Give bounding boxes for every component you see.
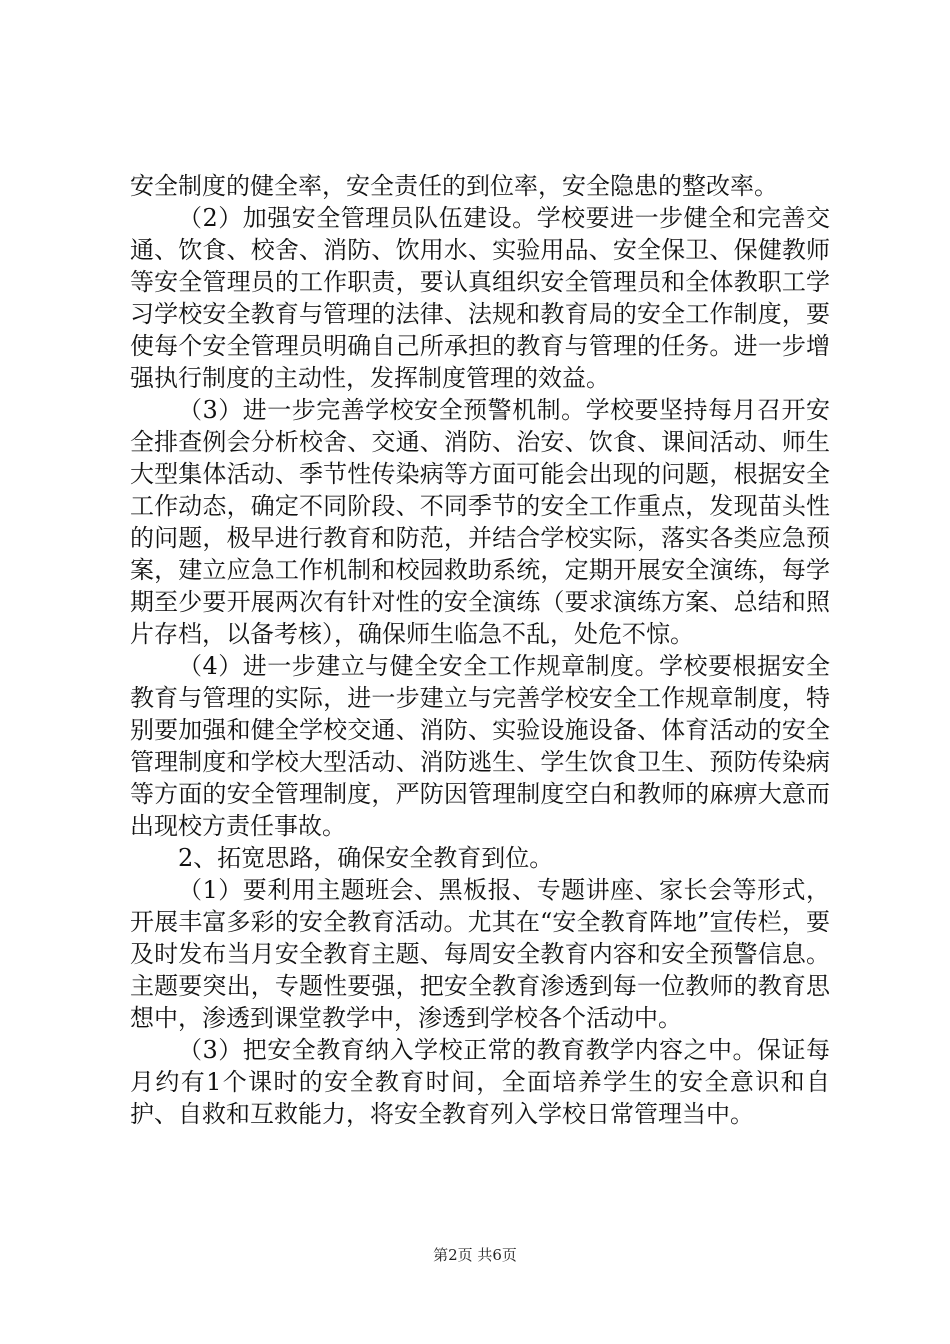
paragraph-safety-rules: （4）进一步建立与健全安全工作规章制度。学校要根据安全教育与管理的实际，进一步建立与完善学校安全工作规章制度，特别要加强和健全学校交通、消防、实验设施设备、体育活动的安全管理制度和学校大型活动、消防逃生、学生饮食卫生、预防传染病等方面的安全管理制度，严防因管理制度空白和教师的麻痹大意而出现校方责任事故。 <box>130 652 830 840</box>
paragraph-safety-warning-mechanism: （3）进一步完善学校安全预警机制。学校要坚持每月召开安全排查例会分析校舍、交通、消防、治安、饮食、课间活动、师生大型集体活动、季节性传染病等方面可能会出现的问题，根据安全工作动态，确定不同阶段、不同季节的安全工作重点，发现苗头性的问题，极早进行教育和防范，并结合学校实际，落实各类应急预案，建立应急工作机制和校园救助系统，定期开展安全演练，每学期至少要开展两次有针对性的安全演练（要求演练方案、总结和照片存档，以备考核），确保师生临急不乱，处危不惊。 <box>130 396 830 648</box>
document-body <box>130 170 830 1130</box>
paragraph-education-activities: （1）要利用主题班会、黑板报、专题讲座、家长会等形式，开展丰富多彩的安全教育活动。尤其在“安全教育阵地”宣传栏，要及时发布当月安全教育主题、每周安全教育内容和安全预警信息。主题要突出，专题性要强，把安全教育渗透到每一位教师的教育思想中，渗透到课堂教学中，渗透到学校各个活动中。 <box>130 876 830 1032</box>
section-heading-safety-education: 2、拓宽思路，确保安全教育到位。 <box>178 844 554 872</box>
page-footer <box>0 1244 950 1265</box>
paragraph-continuation: 安全制度的健全率，安全责任的到位率，安全隐患的整改率。 <box>130 172 778 200</box>
paragraph-safety-manager-team: （2）加强安全管理员队伍建设。学校要进一步健全和完善交通、饮食、校舍、消防、饮用水、实验用品、安全保卫、保健教师等安全管理员的工作职责，要认真组织安全管理员和全体教职工学习学校安全教育与管理的法律、法规和教育局的安全工作制度，要使每个安全管理员明确自己所承担的教育与管理的任务。进一步增强执行制度的主动性，发挥制度管理的效益。 <box>130 204 830 392</box>
page-number: 第2页 共6页 <box>433 1246 517 1264</box>
paragraph-education-curriculum: （3）把安全教育纳入学校正常的教育教学内容之中。保证每月约有1个课时的安全教育时间，全面培养学生的安全意识和自护、自救和互救能力，将安全教育列入学校日常管理当中。 <box>130 1036 830 1128</box>
